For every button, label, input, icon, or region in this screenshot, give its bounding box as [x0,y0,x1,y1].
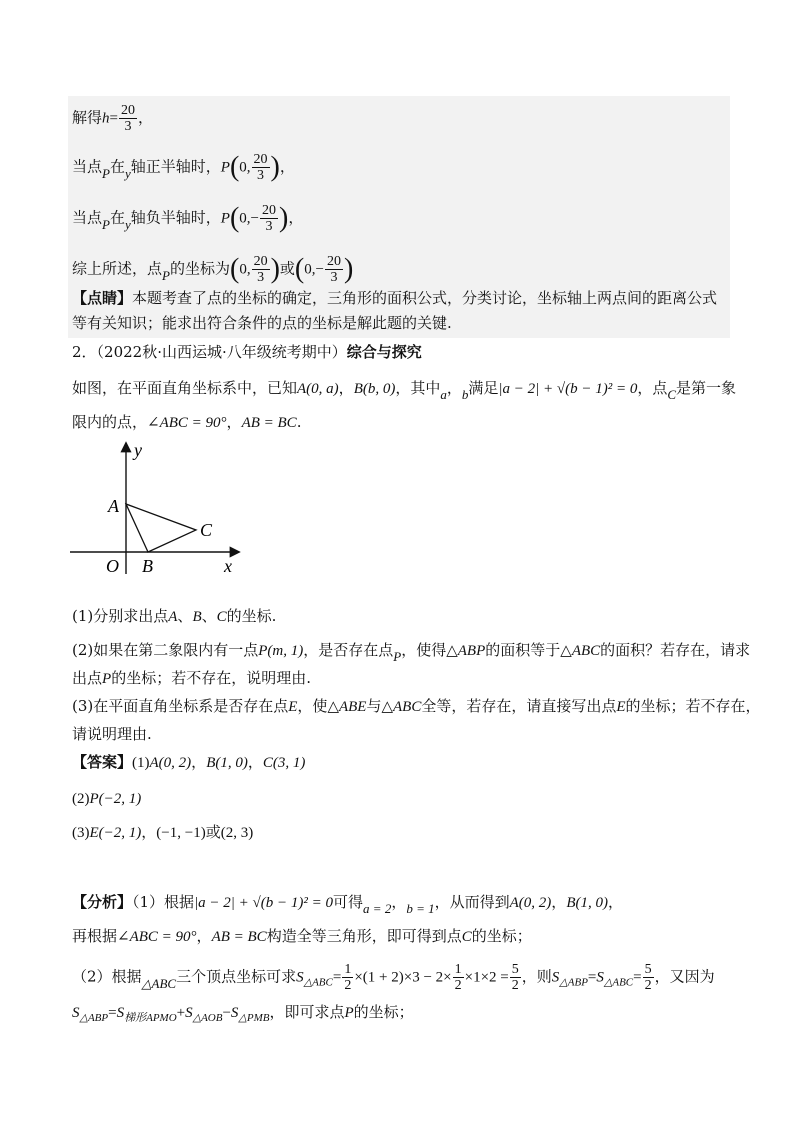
math-expr: △ABE [327,699,367,715]
numerator: 5 [644,962,652,977]
text: 请说明理由. [72,725,152,743]
math-var: S [296,969,304,986]
math-expr: |a − 2| + √(b − 1)² = 0 [498,381,638,397]
numerator: 1 [454,962,462,977]
denominator: 2 [511,978,519,993]
math-var: P [220,210,230,227]
question-3-line-2 [72,724,152,744]
problem-stem-line-2 [72,412,301,433]
text: ， [247,753,263,771]
text: ， [446,379,462,397]
text: ，又因为 [654,967,715,986]
math-expr: AB = BC [241,415,297,431]
paren-open: ( [229,151,240,183]
text: （2）根据 [72,967,142,986]
text: 或 [205,823,221,841]
solution-line-1 [72,103,153,134]
math-expr: △ABC [141,975,177,991]
text: ， [279,157,295,176]
numerator: 1 [344,962,352,977]
text: (1)分别求出点 [72,607,169,625]
fraction [260,203,278,234]
text: 在 [109,157,125,176]
paren-close: ) [270,151,280,183]
text: (2) [72,791,90,807]
denominator: 2 [644,978,652,993]
math-var: P [344,1005,354,1021]
problem-source: （2022秋·山西运城·八年级统考期中） [96,343,347,361]
math-expr: |a − 2| + √(b − 1)² = 0 [194,895,334,911]
text: ，点 [637,379,668,397]
math-expr: B(1, 0) [566,895,608,911]
text: 与 [366,697,382,715]
fraction [119,103,137,134]
text: 构造全等三角形，即可得到点 [266,927,462,945]
text: 综上所述，点 [72,259,163,278]
triangle-abc [126,504,196,552]
math-expr: A(0, 2) [149,755,192,771]
math-var: S [72,1005,80,1021]
solution-line-2 [72,152,295,183]
text: 的坐标为 [169,259,230,278]
math-var: C [216,609,227,625]
math-var: S [116,1005,125,1021]
denominator: 2 [344,978,352,993]
analysis-tag: 【分析】 [72,893,133,911]
text: 轴负半轴时， [130,208,221,227]
math-expr: E(−2, 1) [89,825,142,841]
math-expr: A(0, a) [297,381,339,397]
math-op: = [332,969,342,986]
math-expr: △ABC [381,699,422,715]
text: 在 [109,208,125,227]
denominator: 3 [257,270,265,285]
math-var: B [192,609,202,625]
question-3-line-1 [72,696,761,717]
math-expr: B(1, 0) [206,755,248,771]
text: (1) [132,755,150,771]
math-expr: ×(1 + 2)×3 − 2× [354,969,452,986]
fraction [510,962,521,993]
label-a: A [108,496,119,516]
subscript: 梯形APMO [124,1012,177,1024]
text: 满足 [468,379,499,397]
math-expr: AB = BC [211,929,267,945]
question-2-line-1 [72,640,751,664]
math-var: C [667,387,677,402]
math-expr: b = 1 [406,901,435,916]
answer-line-3 [72,822,253,843]
solution-line-4 [72,254,353,285]
fraction [342,962,353,993]
comment-paragraph [72,286,726,336]
text: ， [391,893,407,911]
problem-header [72,342,422,362]
fraction [252,254,270,285]
subscript: △PMB [238,1012,270,1024]
text: ， [141,823,157,841]
math-op: − [222,1005,231,1021]
subscript: △ABP [79,1012,109,1024]
text: 的面积等于 [485,641,561,659]
text: ， [196,927,212,945]
numerator: 20 [262,203,276,218]
math-var: h [102,110,110,127]
solution-line-3 [72,203,303,234]
math-var: y [124,165,131,181]
text: 轴正半轴时， [130,157,221,176]
paren-close: ) [343,253,354,285]
math-var: C [461,929,472,945]
text: . [296,413,302,431]
problem-stem-line-1 [72,378,737,402]
text: 当点 [72,157,103,176]
text: 的面积？若存在，请求 [600,641,751,659]
numerator: 20 [120,103,135,118]
math-var: S [551,969,560,986]
math-num: 0,− [239,210,259,227]
answer-tag: 【答案】 [72,753,133,771]
answer-line-2 [72,788,141,809]
text: ， [551,893,567,911]
paren-open: ( [294,253,305,285]
question-1 [72,606,276,627]
math-var: S [185,1005,193,1021]
math-expr: △ABC [560,643,601,659]
math-var: E [288,699,298,715]
text: 可得 [333,893,364,911]
label-c: C [200,520,213,540]
text: 再根据 [72,927,118,945]
text: 或 [279,259,295,278]
math-var: S [230,1005,239,1021]
math-expr: ×1×2 = [464,969,509,986]
subscript: △ABP [559,976,588,989]
text: ，使 [297,697,328,715]
fraction [252,152,270,183]
numerator: 20 [253,152,268,167]
denominator: 3 [257,168,265,183]
text: 当点 [72,208,103,227]
fraction [325,254,343,285]
math-var: S [596,969,604,986]
label-o: O [106,556,119,576]
math-var: b [461,387,469,402]
math-num: 0,− [304,261,324,278]
text: （1）根据 [132,893,195,911]
text: (3)在平面直角坐标系是否存在点 [72,697,289,715]
text: ， [191,753,207,771]
denominator: 3 [124,119,132,134]
denominator: 3 [330,270,338,285]
math-var: a [440,387,447,402]
text: 的坐标. [226,607,277,625]
text: ，即可求点 [269,1003,345,1021]
text: 三个顶点坐标可求 [176,967,297,986]
text: ，其中 [395,379,441,397]
text: 的坐标； [471,927,532,945]
math-expr: B(b, 0) [353,381,396,397]
math-num: 0, [239,159,251,176]
text: ， [137,108,153,127]
math-op: = [109,110,118,127]
math-var: P [102,671,112,687]
math-op: = [633,969,642,986]
text: 是第一象 [676,379,737,397]
math-op: = [108,1005,117,1021]
math-var: y [124,216,131,232]
math-var: P [393,649,402,664]
math-var: E [616,699,626,715]
text: ，是否存在点 [303,641,394,659]
paren-open: ( [229,202,240,234]
text: 解得 [72,108,103,127]
math-expr: (2, 3) [220,825,254,841]
label-b: B [142,556,153,576]
text: ，则 [521,967,552,986]
problem-title: 综合与探究 [346,343,422,361]
math-op: + [176,1005,186,1021]
math-expr: ∠ABC = 90° [147,415,227,431]
analysis-line-4 [72,1002,414,1028]
coordinate-figure [64,434,254,584]
label-y: y [134,440,142,460]
text: 出点 [72,669,103,687]
text: ， [226,413,242,431]
text: 的坐标； [353,1003,414,1021]
text: 如图，在平面直角坐标系中，已知 [72,379,298,397]
denominator: 3 [265,219,273,234]
text: 、 [201,607,217,625]
analysis-line-1 [72,892,623,916]
math-expr: (−1, −1) [156,825,206,841]
numerator: 20 [326,254,341,269]
math-num: 0, [239,261,251,278]
problem-number: 2． [72,343,97,361]
math-var: P [162,267,170,283]
comment-tag: 【点睛】 [72,289,133,307]
math-expr: a = 2 [363,901,392,916]
text: (3) [72,825,90,841]
math-expr: ∠ABC = 90° [117,929,197,945]
subscript: △AOB [192,1012,223,1024]
text: 的坐标；若不存在，说明理由. [111,669,311,687]
label-x: x [224,556,232,576]
paren-close: ) [270,253,280,285]
denominator: 2 [454,978,462,993]
text: 、 [177,607,193,625]
analysis-line-3 [72,962,715,993]
paren-open: ( [229,253,240,285]
fraction [643,962,654,993]
math-expr: P(−2, 1) [89,791,142,807]
numerator: 20 [253,254,268,269]
text: 的坐标；若不存在， [625,697,761,715]
math-expr: △ABP [446,643,486,659]
text: ，使得 [401,641,447,659]
math-var: P [102,216,110,232]
math-expr: C(3, 1) [262,755,306,771]
math-expr: A(0, 2) [509,895,552,911]
answer-line-1 [72,752,305,773]
math-var: P [220,159,230,176]
fraction [453,962,464,993]
math-expr: P(m, 1) [258,643,304,659]
text: 全等，若存在，请直接写出点 [421,697,617,715]
paren-close: ) [279,202,289,234]
analysis-line-2 [72,926,532,947]
comment-text: 本题考查了点的坐标的确定，三角形的面积公式，分类讨论，坐标轴上两点间的距离公式等有关知识；能求出符合条件的点的坐标是解此题的关键. [72,289,718,332]
text: ， [338,379,354,397]
text: ， [288,208,304,227]
question-2-line-2 [72,668,311,689]
text: (2)如果在第二象限内有一点 [72,641,259,659]
math-op: = [587,969,597,986]
text: ，从而得到 [434,893,510,911]
math-var: P [102,165,110,181]
text: ， [607,893,623,911]
math-var: A [168,609,178,625]
subscript: △ABC [603,976,634,989]
text: 限内的点， [72,413,148,431]
numerator: 5 [511,962,519,977]
subscript: △ABC [303,976,333,989]
